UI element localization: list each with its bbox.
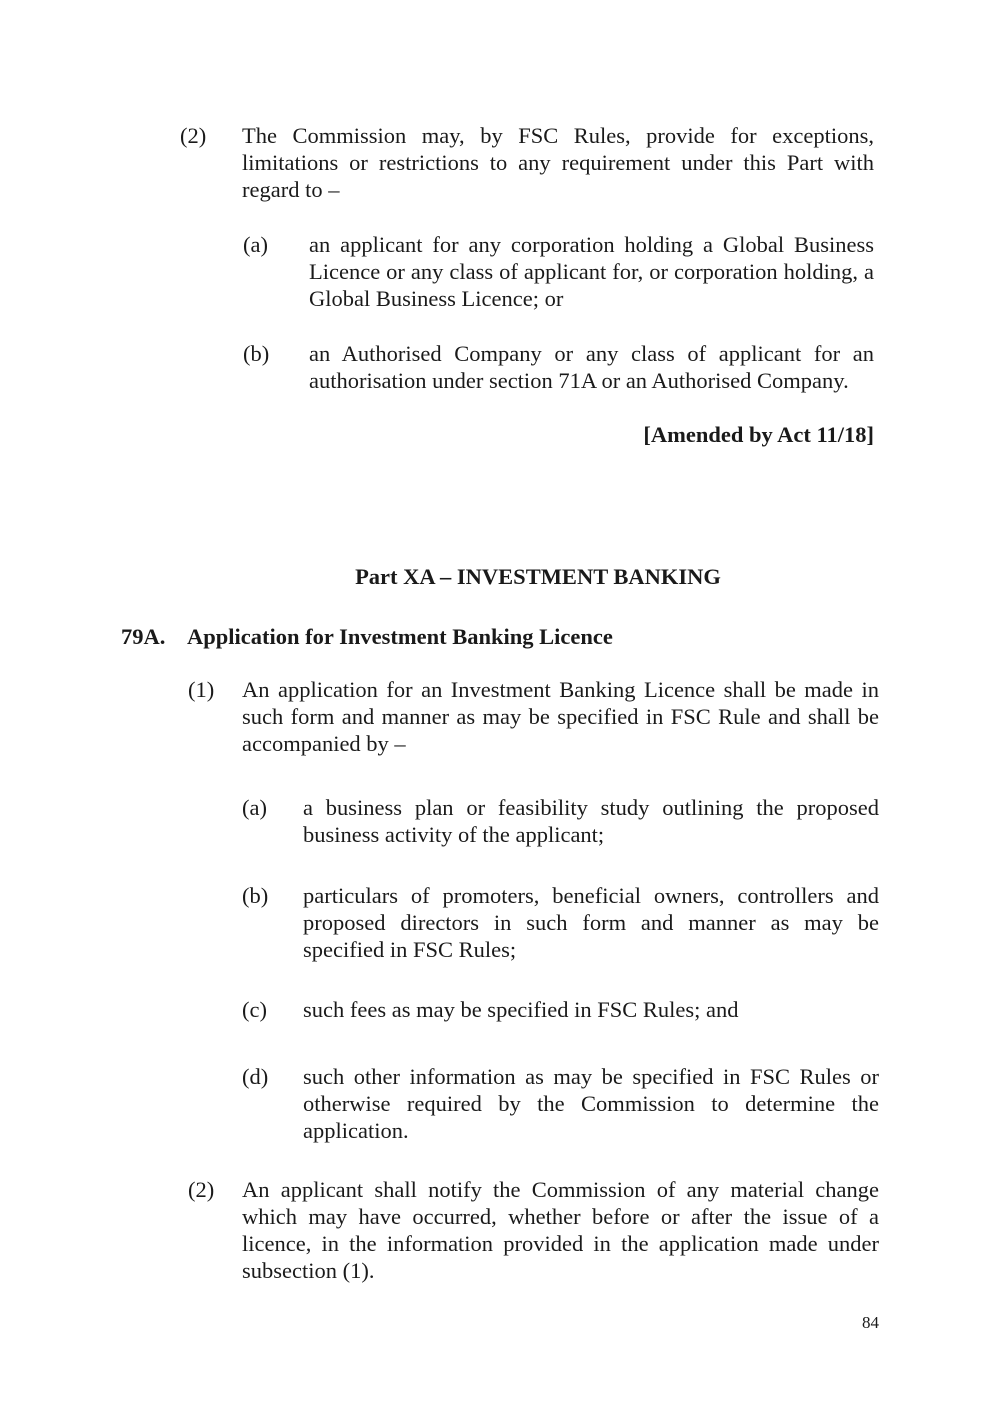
subsection-text: The Commission may, by FSC Rules, provide for exceptions, limitations or restrictions to any requirement under this Part with regard to – <box>242 123 874 202</box>
item-label: (c) <box>242 997 267 1022</box>
item-text: an Authorised Company or any class of applicant for an authorisation under section 71A or an Authorised Company. <box>309 341 874 393</box>
item-label: (b) <box>242 883 269 908</box>
item-text: such fees as may be specified in FSC Rules; and <box>303 997 739 1022</box>
item-label: (a) <box>243 232 268 257</box>
item-text: an applicant for any corporation holding a Global Business Licence or any class of applicant for, or corporation holding, a Global Business Licence; or <box>309 232 874 311</box>
page-number: 84 <box>862 1313 879 1332</box>
item-label: (a) <box>242 795 267 820</box>
subsection-number: (2) <box>188 1177 215 1202</box>
subsection-text: An application for an Investment Banking Licence shall be made in such form and manner as may be specified in FSC Rule and shall be accompanied by – <box>242 677 879 756</box>
part-heading: Part XA – INVESTMENT BANKING <box>355 564 721 589</box>
item-text: particulars of promoters, beneficial owners, controllers and proposed directors in such form and manner as may be specified in FSC Rules; <box>303 883 879 962</box>
section-number: 79A. <box>121 624 166 649</box>
amendment-note: [Amended by Act 11/18] <box>643 422 874 447</box>
subsection-number: (2) <box>180 123 207 148</box>
item-text: such other information as may be specified in FSC Rules or otherwise required by the Commission to determine the application. <box>303 1064 879 1143</box>
item-text: a business plan or feasibility study outlining the proposed business activity of the applicant; <box>303 795 879 847</box>
item-label: (b) <box>243 341 270 366</box>
section-title: Application for Investment Banking Licence <box>187 624 613 649</box>
subsection-text: An applicant shall notify the Commission of any material change which may have occurred, whether before or after the issue of a licence, in the information provided in the application made under subsection (1). <box>242 1177 879 1283</box>
item-label: (d) <box>242 1064 269 1089</box>
subsection-number: (1) <box>188 677 215 702</box>
